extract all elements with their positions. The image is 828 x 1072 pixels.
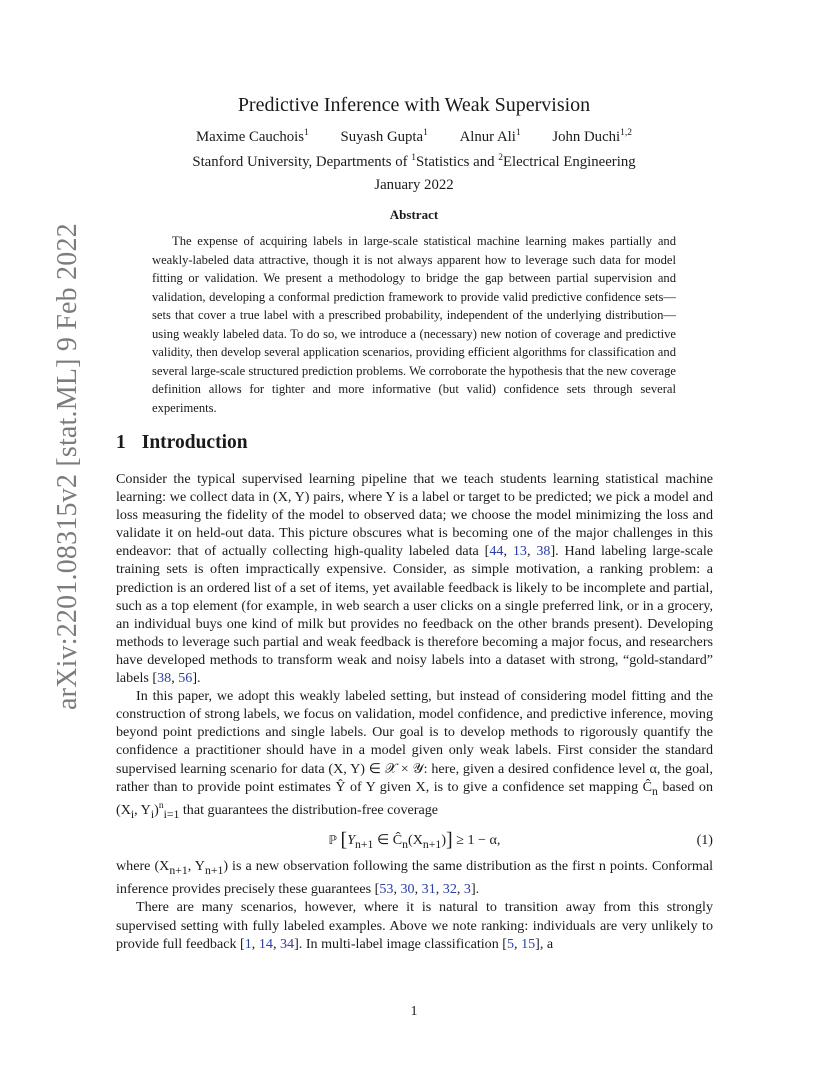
citation-link[interactable]: 56 <box>178 670 193 687</box>
equation-number: (1) <box>696 832 713 849</box>
page-number: 1 <box>410 1004 418 1019</box>
citation-link[interactable]: 30 <box>400 881 415 898</box>
publication-date: January 2022 <box>374 177 454 193</box>
abstract-heading: Abstract <box>389 207 439 222</box>
citation-link[interactable]: 32 <box>442 881 457 898</box>
paper-title: Predictive Inference with Weak Supervision <box>237 94 591 116</box>
display-equation <box>116 823 713 857</box>
author: Maxime Cauchois$^1$ <box>195 128 309 145</box>
abstract-text: The expense of acquiring labels in large-scale statistical machine learning makes partially and weakly-labeled data attractive, though it is not always apparent how to leverage such data for model fitting or validation. We present a methodology to bridge the gap between partial supervision and validation, developing a conformal prediction framework to provide valid predictive confidence sets—sets that cover a true label with a prescribed probability, independent of the underlying distribution—using weakly labeled data. To do so, we introduce a (necessary) new notion of coverage and predictive validity, then develop several application scenarios, providing efficient algorithms for classification and several large-scale structured prediction problems. We corroborate the hypothesis that the new coverage definition allows for tighter and more informative (but valid) confidence sets through several experiments. <box>152 234 676 415</box>
citation-link[interactable]: 14 <box>258 935 273 952</box>
citation-link[interactable]: 1 <box>244 935 252 952</box>
citation-link[interactable]: 13 <box>512 543 527 560</box>
citation-link[interactable]: 38 <box>157 670 172 687</box>
paragraph: Consider the typical supervised learning pipeline that we teach students learning statistical machine learning: we collect data in (X, Y) pairs, where Y is a label or target to be predicted; we pick a model and loss measuring the fidelity of the model to observed data; we choose the model minimizing the loss and validate it on held-out data. This picture obscures what is becoming one of the major challenges in this endeavor: that of actually collecting high-quality labeled data [44, 13, 38]. Hand labeling large-scale training sets is often impractically expensive. Consider, as simple motivation, a ranking problem: a prediction is an ordered list of a set of items, yet available feedback is likely to be incomplete and partial, such as a top element (for example, in web search a user clicks on a single preferred link, or in a grocery, an individual buys one kind of milk but provides no feedback on the other brands present). Developing methods to leverage such partial and weak feedback is therefore becoming a major focus, and researchers have developed methods to transform weak and noisy labels into a dataset with strong, “gold-standard” labels [38, 56]. <box>116 471 714 687</box>
arxiv-identifier-stamp: arXiv:2201.08315v2 [stat.ML] 9 Feb 2022 <box>52 223 83 710</box>
author: Suyash Gupta$^1$ <box>340 128 428 145</box>
citation-link[interactable]: 31 <box>421 881 436 898</box>
section-body <box>116 470 713 953</box>
citation-link[interactable]: 15 <box>521 935 536 952</box>
author-list <box>116 129 712 146</box>
citation-link[interactable]: 5 <box>506 935 515 952</box>
paragraph: where ($X_{n+1}$, $Y_{n+1}$) is a new observation following the same distribution as the first n points. Conformal inference provides precisely these guarantees [53, 30, 31, 32, 3]. <box>116 858 714 898</box>
author: Alnur Ali$^1$ <box>459 128 521 145</box>
section-heading: 1 Introduction <box>116 432 248 453</box>
equation-expression: ℙ [$Y_{n+1}$ ∈ $Ĉ_n(X_{n+1})] \ge 1 - \alpha$, <box>328 829 501 852</box>
citation-link[interactable]: 34 <box>279 935 295 952</box>
author: John Duchi$^{1,2}$ <box>552 128 633 145</box>
citation-link[interactable]: 44 <box>489 543 504 560</box>
citation-link[interactable]: 38 <box>536 543 551 560</box>
affiliation: Stanford University, Departments of $^1$Statistics and $^2$Electrical Engineering <box>192 153 636 170</box>
citation-link[interactable]: 53 <box>379 881 394 898</box>
paragraph: In this paper, we adopt this weakly labeled setting, but instead of considering model fitting and the construction of strong labels, we focus on validation, model confidence, and predictive inference, moving beyond point predictions and single labels. Our goal is to develop methods to rigorously quantify the confidence a practitioner should have in a model given only weak labels. First consider the standard supervised learning scenario for data (X, Y) ∈ 𝒳 × 𝒴: here, given a desired confidence level α, the goal, rather than to provide point estimates Ŷ of Y given X, is to give a confidence set mapping $Ĉ_n$ based on ($X_i$, $Y_i)^n_{i=1}$ that guarantees the distribution-free coverage <box>116 688 713 821</box>
paragraph: There are many scenarios, however, where it is natural to transition away from this strongly supervised setting with fully labeled examples. Above we note ranking: individuals are very unlikely to provide full feedback [1, 14, 34]. In multi-label image classification [5, 15], a <box>116 899 713 952</box>
citation-link[interactable]: 3 <box>463 881 471 898</box>
